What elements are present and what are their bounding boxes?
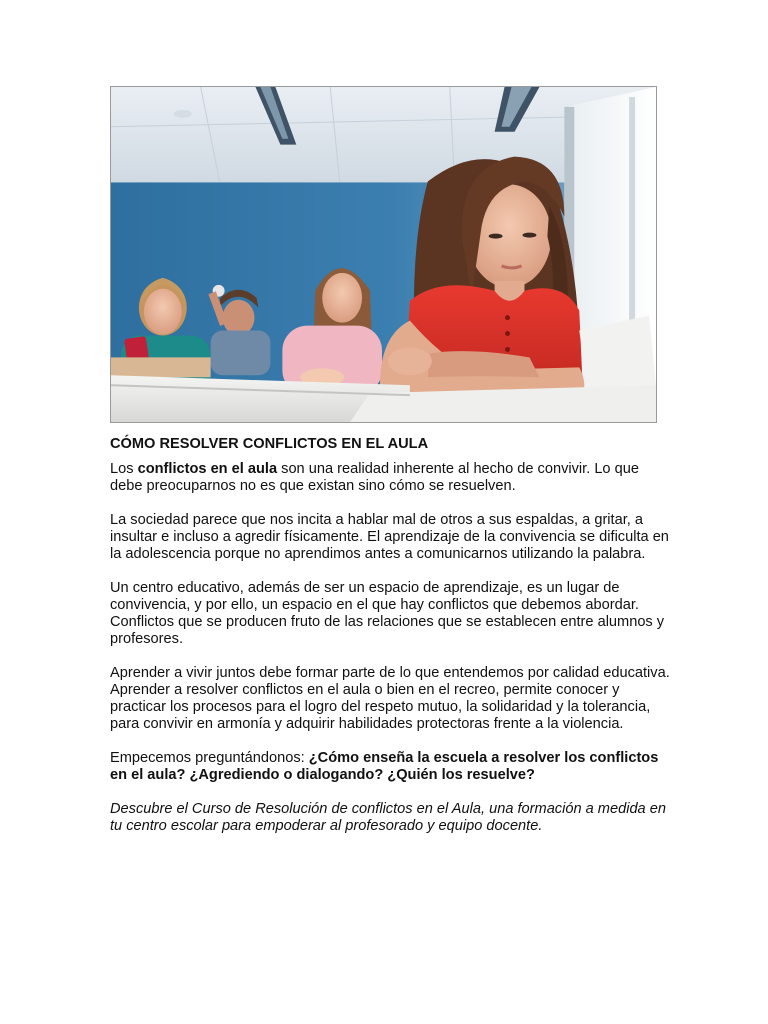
paragraph-questions bbox=[110, 750, 670, 784]
article-heading: CÓMO RESOLVER CONFLICTOS EN EL AULA bbox=[110, 436, 429, 452]
paragraph-society: La sociedad parece que nos incita a hablar mal de otros a sus espaldas, a gritar, a insultar e incluso a agredir físicamente. El aprendizaje de la convivencia se dificulta en la adolescencia porque no aprendimos antes a comunicarnos utilizando la palabra. bbox=[110, 512, 669, 562]
p5-lead: Empecemos preguntándonos: bbox=[110, 750, 309, 766]
p1-rest: son una realidad inherente al hecho de convivir. Lo que debe preocuparnos no es que existan sino cómo se resuelven. bbox=[110, 461, 639, 494]
p1-bold-term: conflictos en el aula bbox=[137, 461, 278, 477]
paragraph-school-center: Un centro educativo, además de ser un espacio de aprendizaje, es un lugar de convivencia, y por ello, un espacio en el que hay conflictos que debemos abordar. Conflictos que se producen fruto de las relaciones que se establecen entre alumnos y profesores. bbox=[110, 580, 665, 647]
classroom-photo-illustration bbox=[111, 87, 656, 422]
paragraph-course-promo: Descubre el Curso de Resolución de conflictos en el Aula, una formación a medida en tu centro escolar para empoderar al profesorado y equipo docente. bbox=[110, 801, 666, 834]
p5-bold-questions: ¿Cómo enseña la escuela a resolver los conflictos en el aula? ¿Agrediendo o dialogando? ¿Quién los resuelve? bbox=[110, 750, 659, 783]
p1-lead: Los bbox=[110, 461, 138, 477]
paragraph-intro bbox=[110, 461, 670, 495]
article-body bbox=[110, 436, 670, 852]
paragraph-learning-together: Aprender a vivir juntos debe formar parte de lo que entendemos por calidad educativa. Aprender a resolver conflictos en el aula o bien en el recreo, permite conocer y practicar los procesos para el logro del respeto mutuo, la solidaridad y la tolerancia, para convivir en armonía y adquirir habilidades protectoras frente a la violencia. bbox=[110, 665, 670, 732]
classroom-photo bbox=[110, 86, 657, 423]
